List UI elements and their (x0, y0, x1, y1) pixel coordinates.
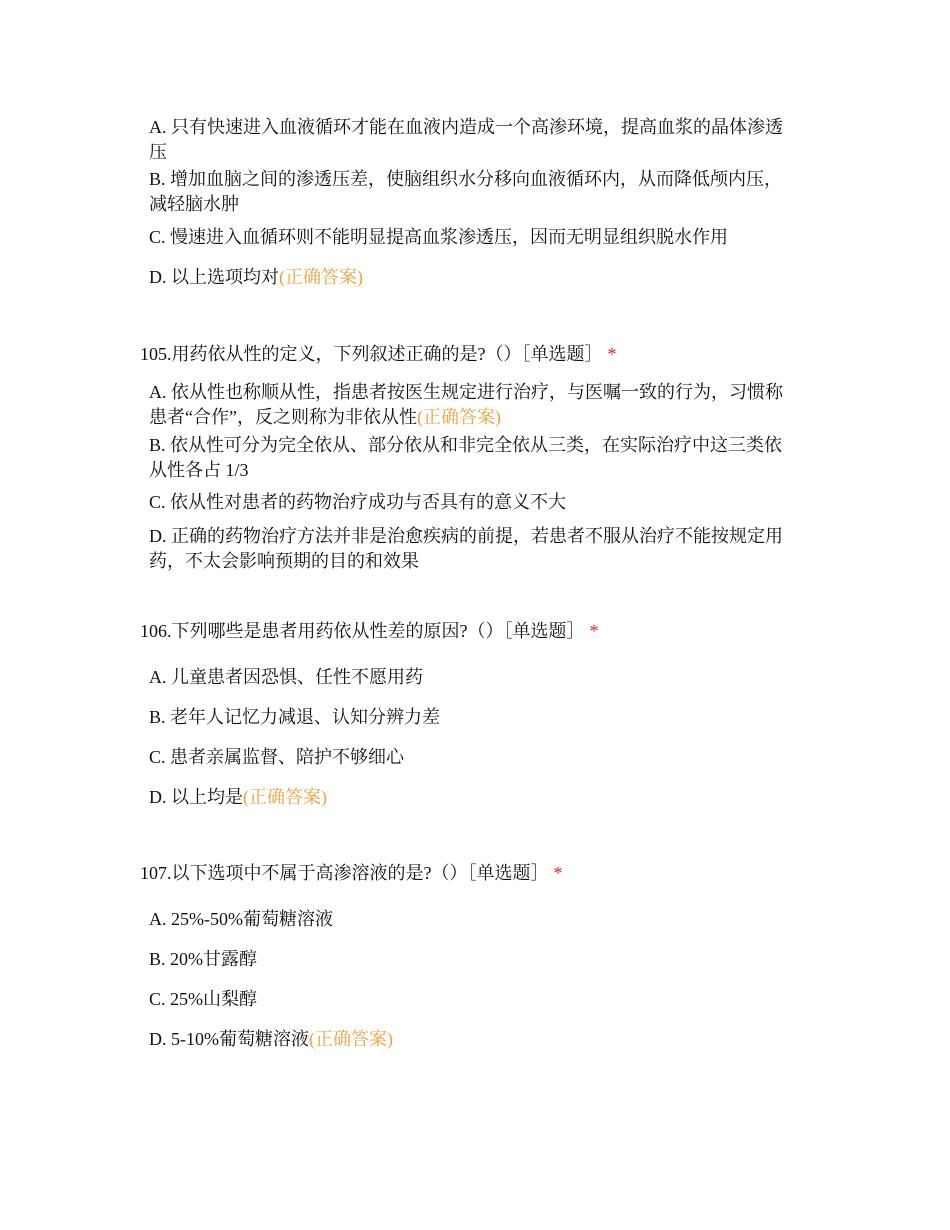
option-text: C. 25%山梨醇 (149, 989, 257, 1009)
question-text: 107.以下选项中不属于高渗溶液的是?（）［单选题］ (140, 863, 549, 883)
q104-option-a (149, 115, 791, 165)
option-text: D. 5-10%葡萄糖溶液 (149, 1029, 309, 1049)
q105-option-c (149, 490, 791, 515)
q104-option-c (149, 225, 791, 250)
option-text: C. 慢速进入血循环则不能明显提高血浆渗透压，因而无明显组织脱水作用 (149, 227, 729, 247)
correct-answer-mark: (正确答案) (243, 787, 327, 807)
required-mark: * (553, 863, 563, 883)
option-text: D. 正确的药物治疗方法并非是治愈疾病的前提，若患者不服从治疗不能按规定用药，不太会影响预期的目的和效果 (149, 526, 783, 571)
q106-option-a (149, 665, 791, 690)
q106-option-b (149, 705, 791, 730)
option-text: A. 儿童患者因恐惧、任性不愿用药 (149, 667, 423, 687)
option-text: A. 依从性也称顺从性，指患者按医生规定进行治疗，与医嘱一致的行为，习惯称患者“合作”，反之则称为非依从性 (149, 382, 783, 427)
option-text: A. 只有快速进入血液循环才能在血液内造成一个高渗环境，提高血浆的晶体渗透压 (149, 117, 783, 162)
option-text: B. 20%甘露醇 (149, 949, 257, 969)
question-text: 106.下列哪些是患者用药依从性差的原因?（）［单选题］ (140, 621, 585, 641)
option-text: D. 以上选项均对 (149, 267, 279, 287)
question-105-title (140, 342, 840, 366)
required-mark: * (607, 344, 617, 364)
q105-option-b (149, 433, 791, 483)
option-text: D. 以上均是 (149, 787, 243, 807)
correct-answer-mark: (正确答案) (416, 407, 501, 427)
option-text: B. 增加血脑之间的渗透压差，使脑组织水分移向血液循环内，从而降低颅内压，减轻脑水肿 (149, 169, 783, 214)
option-text: B. 依从性可分为完全依从、部分依从和非完全依从三类，在实际治疗中这三类依从性各占 1/3 (149, 435, 783, 480)
q106-option-c (149, 745, 791, 770)
q104-option-b (149, 167, 791, 217)
question-107-title (140, 861, 840, 885)
question-text: 105.用药依从性的定义，下列叙述正确的是?（）［单选题］ (140, 344, 603, 364)
option-text: A. 25%-50%葡萄糖溶液 (149, 909, 333, 929)
option-text: B. 老年人记忆力减退、认知分辨力差 (149, 707, 441, 727)
q104-option-d (149, 265, 791, 290)
correct-answer-mark: (正确答案) (279, 267, 363, 287)
option-text: C. 患者亲属监督、陪护不够细心 (149, 747, 405, 767)
question-106-title (140, 619, 840, 643)
q105-option-d (149, 524, 791, 574)
correct-answer-mark: (正确答案) (309, 1029, 393, 1049)
q107-option-d (149, 1027, 791, 1052)
q107-option-a (149, 907, 791, 932)
required-mark: * (589, 621, 599, 641)
option-text: C. 依从性对患者的药物治疗成功与否具有的意义不大 (149, 492, 567, 512)
q107-option-c (149, 987, 791, 1012)
q105-option-a (149, 380, 791, 430)
q106-option-d (149, 785, 791, 810)
q107-option-b (149, 947, 791, 972)
